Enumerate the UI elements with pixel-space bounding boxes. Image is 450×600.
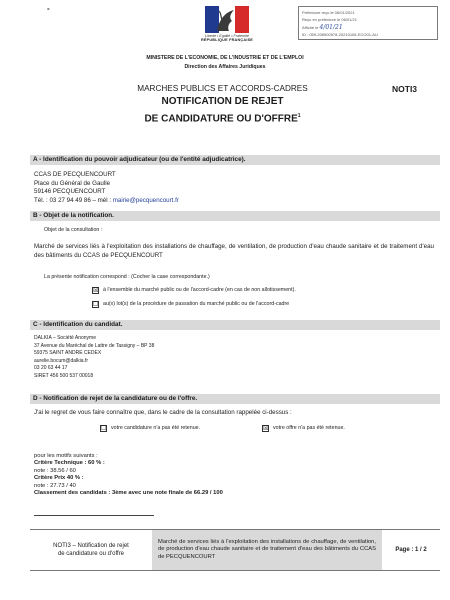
note-technique: note : 38.56 / 60 xyxy=(34,467,76,474)
checkbox-checked[interactable]: ☒ xyxy=(93,288,99,294)
page-footer xyxy=(30,529,440,571)
stamp-label: Affiché le xyxy=(302,24,319,30)
buyer-address: Place du Général de Gaulle xyxy=(34,179,111,187)
buyer-name: CCAS DE PECQUENCOURT xyxy=(34,171,116,178)
republique-logo xyxy=(196,6,258,52)
form-code: NOTI3 xyxy=(392,84,418,94)
stamp-line: Reçu en préfecture le 06/01/21 xyxy=(302,17,357,23)
candidate-line: SIRET 456 500 537 00018 xyxy=(34,372,94,379)
scope-option-whole-label: à l'ensemble du marché public ou de l'accord-cadre (en cas de non allotissement). xyxy=(103,287,296,293)
buyer-phone: Tél. : 03 27 94 49 86 – mél : xyxy=(34,196,113,204)
candidate-line: aurelie.bocum@dalkia.fr xyxy=(34,357,88,364)
note-prix: note : 27.73 / 40 xyxy=(34,482,76,489)
consultation-text: Marché de services liés à l'exploitation des installations de chauffage, de ventilation, de production d'eau chaude sanitaire et de traitement d'eau des bâtiments du CCAS de PECQUENCOURT xyxy=(34,243,434,259)
ranking: Classement des candidats : 3ème avec une note finale de 66.29 / 100 xyxy=(34,490,223,497)
footnote-mark: 1 xyxy=(297,113,301,119)
doc-category: MARCHES PUBLICS ET ACCORDS-CADRES xyxy=(137,84,308,93)
ministry-name: MINISTERE DE L'ECONOMIE, DE L'INDUSTRIE ET DE L'EMPLOI xyxy=(146,55,304,61)
buyer-city: 59146 PECQUENCOURT xyxy=(34,188,106,196)
section-d-heading: D - Notification de rejet de la candidature ou de l'offre. xyxy=(30,394,440,404)
buyer-contact xyxy=(34,197,434,206)
footer-form-name xyxy=(30,530,152,570)
rejection-intro: J'ai le regret de vous faire connaître que, dans le cadre de la consultation rappelée ci-dessus : xyxy=(34,409,292,416)
receipt-stamp xyxy=(298,6,438,40)
section-a-heading: A - Identification du pouvoir adjudicateur (ou de l'entité adjudicatrice). xyxy=(30,155,440,165)
logo-country: RÉPUBLIQUE FRANÇAISE xyxy=(200,38,254,42)
reject-option-candidature-label: votre candidature n'a pas été retenue. xyxy=(111,425,201,431)
scope-option-lots-label: au(x) lot(s) de la procédure de passation du marché public ou de l'accord-cadre xyxy=(103,301,290,307)
stamp-handwritten-date: 4/01/21 xyxy=(319,23,343,31)
stamp-line: ID : 059-208900578-20210106-ECO01-AU xyxy=(302,32,378,38)
footnote-rule xyxy=(34,515,154,516)
stamp-line xyxy=(302,24,434,31)
doc-subtitle-text: DE CANDIDATURE OU D'OFFRE xyxy=(144,113,298,125)
criteria-prix: Critère Prix 40 % : xyxy=(34,475,84,482)
footer-form-line2: de candidature ou d'offre xyxy=(57,551,125,557)
reject-option-offer-label: votre offre n'a pas été retenue. xyxy=(273,425,345,431)
footer-form-line1: NOTI3 – Notification de rejet xyxy=(53,543,129,549)
section-b-heading: B - Objet de la notification. xyxy=(30,211,440,221)
candidate-block xyxy=(34,335,154,381)
buyer-email-link[interactable]: mairie@pecquencourt.fr xyxy=(112,196,179,204)
checkbox-unchecked[interactable]: ☐ xyxy=(101,426,107,432)
logo-motto: Liberté • Égalité • Fraternité xyxy=(205,34,249,38)
consultation-label: Objet de la consultation : xyxy=(44,227,103,233)
criteria-technique: Critère Technique : 60 % : xyxy=(34,460,105,467)
notification-scope-label: La présente notification correspond : (Cocher la case correspondante.) xyxy=(44,274,210,280)
checkbox-unchecked[interactable]: ☐ xyxy=(93,302,99,308)
scan-mark: - xyxy=(47,4,50,13)
footer-market-title: Marché de services liés à l'exploitation des installations de chauffage, de ventilation, de production d'eau chaude sanitaire et de traitement d'eau des bâtiments du CCAS de PECQUENCOURT xyxy=(152,530,382,570)
stamp-line: Préfecture reçu le 06/01/2021 xyxy=(302,10,355,15)
scope-option-lots[interactable] xyxy=(92,301,432,309)
criteria-block xyxy=(34,453,223,497)
footer-page-number: Page : 1 / 2 xyxy=(395,547,427,553)
scope-option-whole[interactable] xyxy=(92,287,432,295)
motifs-label: pour les motifs suivants : xyxy=(34,453,98,459)
section-c-heading: C - Identification du candidat. xyxy=(30,320,440,330)
candidate-line: DALKIA – Société Anonyme xyxy=(34,335,96,341)
checkbox-checked[interactable]: ☒ xyxy=(263,426,269,432)
reject-option-offer[interactable] xyxy=(262,425,345,433)
direction-name: Direction des Affaires Juridiques xyxy=(184,64,266,70)
candidate-line: 37 Avenue du Maréchal de Lattre de Tassigny – BP 38 xyxy=(34,342,155,349)
marianne-icon xyxy=(205,6,249,33)
section-a-body xyxy=(34,171,434,205)
candidate-line: 03 20 63 44 17 xyxy=(34,365,68,372)
doc-subtitle xyxy=(110,113,335,124)
candidate-line: 59375 SAINT ANDRE CEDEX xyxy=(34,350,102,357)
reject-option-candidature[interactable] xyxy=(100,425,200,433)
doc-title: NOTIFICATION DE REJET xyxy=(161,96,284,107)
